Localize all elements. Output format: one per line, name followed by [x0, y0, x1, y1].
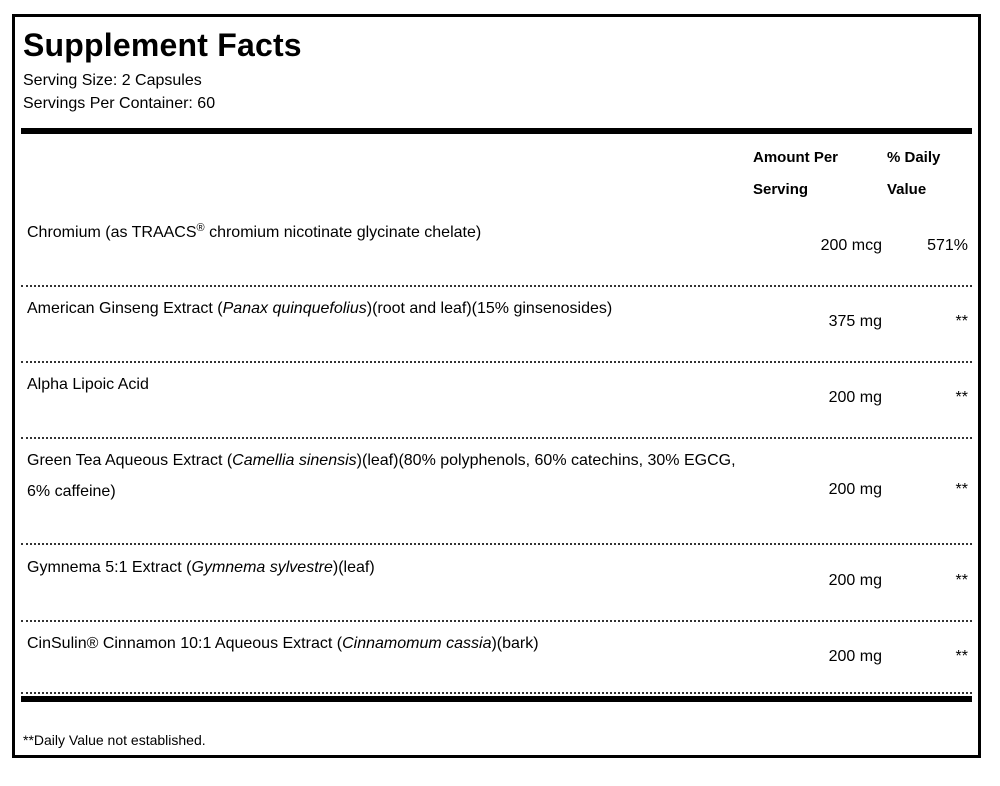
daily-value-header — [887, 142, 940, 206]
ingredient-daily-value: ** — [955, 481, 968, 498]
ingredient-amount: 375 mg — [828, 313, 882, 330]
servings-per-container: Servings Per Container: 60 — [23, 95, 216, 112]
ingredient-row — [21, 369, 972, 439]
bottom-thick-rule — [21, 696, 972, 702]
ingredient-name: CinSulin® Cinnamon 10:1 Aqueous Extract (Cinnamomum cassia)(bark) — [27, 635, 539, 652]
amount-header-line2: Serving — [753, 181, 809, 198]
ingredient-daily-value: ** — [955, 648, 968, 665]
ingredient-daily-value: ** — [955, 389, 968, 406]
ingredient-name: Alpha Lipoic Acid — [27, 376, 149, 393]
ingredient-amount: 200 mg — [828, 572, 882, 589]
ingredient-row — [21, 293, 972, 363]
ingredient-amount: 200 mg — [828, 481, 882, 498]
ingredient-name: American Ginseng Extract (Panax quinquefolius)(root and leaf)(15% ginsenosides) — [27, 300, 613, 317]
ingredient-daily-value: ** — [955, 572, 968, 589]
ingredient-daily-value: ** — [955, 313, 968, 330]
supplement-facts-panel — [12, 14, 981, 758]
ingredient-daily-value: 571% — [927, 237, 968, 254]
ingredient-name: Gymnema 5:1 Extract (Gymnema sylvestre)(leaf) — [27, 559, 375, 576]
ingredient-name: Green Tea Aqueous Extract (Camellia sinensis)(leaf)(80% polyphenols, 60% catechins, 30% EGCG, 6% caffeine) — [27, 452, 736, 500]
amount-header-line1: Amount Per — [753, 149, 839, 166]
footnote-daily-value: **Daily Value not established. — [23, 732, 206, 748]
ingredient-name: Chromium (as TRAACS® chromium nicotinate glycinate chelate) — [27, 222, 482, 241]
ingredient-row — [21, 217, 972, 287]
dv-header-line1: % Daily — [887, 149, 941, 166]
ingredient-row — [21, 445, 972, 545]
amount-per-serving-header — [753, 142, 838, 206]
ingredient-amount: 200 mg — [828, 389, 882, 406]
ingredient-amount: 200 mcg — [820, 237, 882, 254]
dv-header-line2: Value — [887, 181, 927, 198]
serving-size: Serving Size: 2 Capsules — [23, 72, 202, 89]
panel-title: Supplement Facts — [23, 27, 302, 63]
ingredient-row — [21, 628, 972, 694]
top-thick-rule — [21, 128, 972, 134]
ingredient-amount: 200 mg — [828, 648, 882, 665]
ingredient-row — [21, 552, 972, 622]
